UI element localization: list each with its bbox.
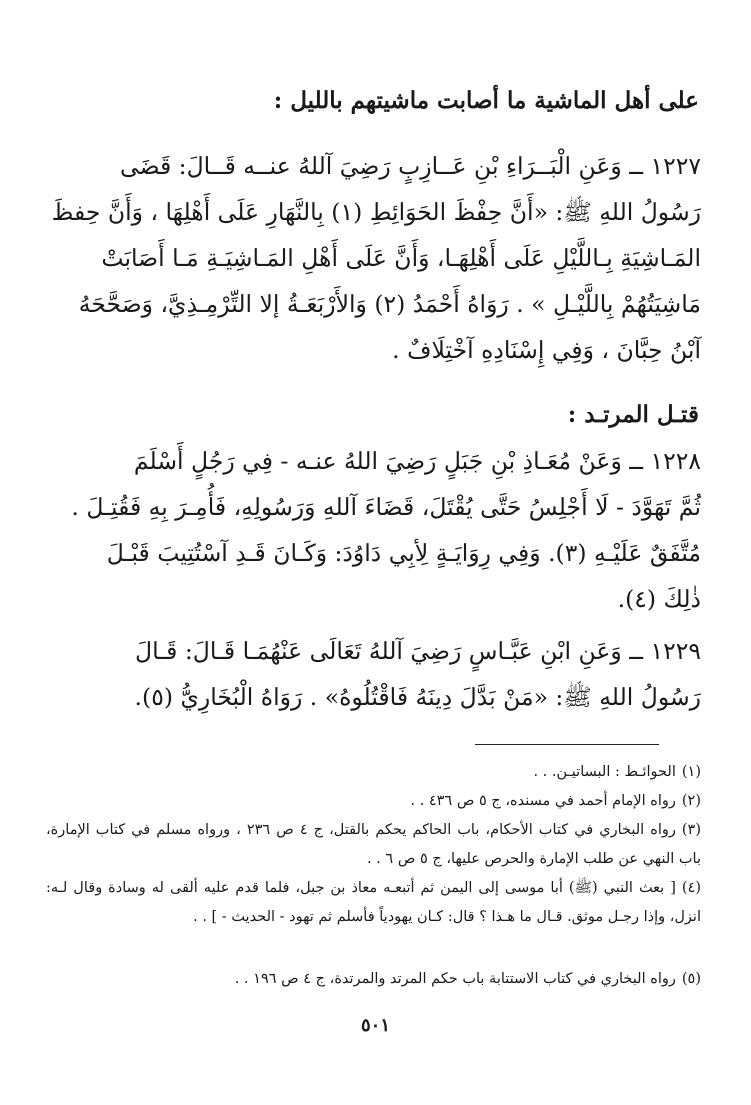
footnote-text: الحوائـط : البساتيـن. . . — [533, 764, 676, 780]
footnote-2 — [46, 787, 701, 816]
footnote-text: [ بعث النبي (ﷺ) أبا موسى إلى اليمن ثم أتبعـه معاذ بن جبل، فلما قدم عليه ألقى له وسادة وقال لـه: انزل، وإذا رجـل موثق. قـال ما هـذا ؟ قال: كـان يهودياً فأسلم ثم تهود - الحديث - ] . . — [46, 880, 701, 925]
section-heading-livestock: على أهل الماشية ما أصابت ماشيتهم بالليل : — [273, 87, 699, 114]
footnote-number: (٤) — [681, 880, 701, 896]
footnote-text: رواه البخاري في كتاب الأحكام، باب الحاكم يحكم بالقتل، ج ٤ ص ٢٣٦ ، ورواه مسلم في كتاب الإمارة، باب النهي عن طلب الإمارة والحرص عليها، ج ٥ ص ٦ . . — [46, 822, 701, 867]
hadith-line: رَسُولُ اللهِ ﷺ: «أَنَّ حِفْظَ الحَوَائِطِ (١) بِالنَّهَارِ عَلَى أَهْلِهَا ، وَأَنَّ حِفظَ — [51, 198, 701, 226]
hadith-line: المَـاشِيَةِ بِـاللَّيْلِ عَلَى أَهْلِهَـا، وَأَنَّ عَلَى أَهْلِ المَـاشِيَـةِ مَـا أَصَابَتْ — [101, 244, 701, 272]
hadith-line: ١٢٢٧ ــ وَعَنِ الْبَــرَاءِ بْنِ عَــازِبٍ رَضِيَ آللهُ عنــه قَــالَ: قَضَى — [120, 152, 701, 180]
footnote-number: (٥) — [681, 971, 701, 987]
hadith-line: ثُمَّ تَهَوَّدَ - لَا أَجْلِسُ حَتَّى يُقْتَلَ، قَضَاءَ آللهِ وَرَسُولِهِ، فَأُمِـرَ بِهِ فَقُتِـلَ . — [71, 493, 701, 521]
section-heading-apostate: قتـل المرتـد : — [567, 401, 699, 428]
hadith-1228 — [44, 438, 701, 622]
hadith-line: آبْنُ حِبَّانَ ، وَفِي إِسْنَادِهِ آخْتِلَافٌ . — [392, 336, 701, 364]
footnote-5 — [46, 965, 701, 994]
hadith-1227 — [44, 143, 701, 373]
page-number: ٥٠١ — [360, 1015, 390, 1036]
hadith-line: ١٢٢٨ ــ وَعَنْ مُعَـاذِ بْنِ جَبَلٍ رَضِيَ اللهُ عنـه - فِي رَجُلٍ أَسْلَمَ — [133, 447, 701, 475]
footnote-divider — [475, 744, 659, 745]
footnote-text: رواه الإمام أحمد في مسنده، ج ٥ ص ٤٣٦ . . — [410, 793, 676, 809]
hadith-line: ١٢٢٩ ــ وَعَنِ ابْنِ عَبَّـاسٍ رَضِيَ آللهُ تَعَالَى عَنْهُمَـا قَـالَ: قَـالَ — [135, 637, 701, 665]
footnote-3 — [46, 816, 701, 874]
footnote-1 — [46, 758, 701, 787]
hadith-line: مَاشِيَتُهُمْ بِاللَّيْـلِ » . رَوَاهُ أَحْمَدُ (٢) وَالأَرْبَعَـةُ إلا التِّرْمِـذِيَّ، وَصَحَّحَهُ — [78, 290, 701, 318]
footnote-number: (١) — [681, 764, 701, 780]
footnote-text: رواه البخاري في كتاب الاستتابة باب حكم المرتد والمرتدة، ج ٤ ص ١٩٦ . . — [234, 971, 676, 987]
footnote-4 — [46, 874, 701, 932]
hadith-line: رَسُولُ اللهِ ﷺ: «مَنْ بَدَّلَ دِينَهُ فَاقْتُلُوهُ» . رَوَاهُ الْبُخَارِيُّ (٥). — [134, 683, 701, 711]
footnote-number: (٣) — [681, 822, 702, 838]
footnote-number: (٢) — [681, 793, 701, 809]
hadith-line: ذٰلِكَ (٤). — [617, 585, 701, 613]
hadith-1229 — [44, 628, 701, 720]
hadith-line: مُتَّفَقٌ عَلَيْـهِ (٣). وَفِي رِوَايَـةٍ لِأبِي دَاوُدَ: وَكَـانَ قَـدِ آسْتُتِيبَ قَبْـلَ — [106, 539, 701, 567]
